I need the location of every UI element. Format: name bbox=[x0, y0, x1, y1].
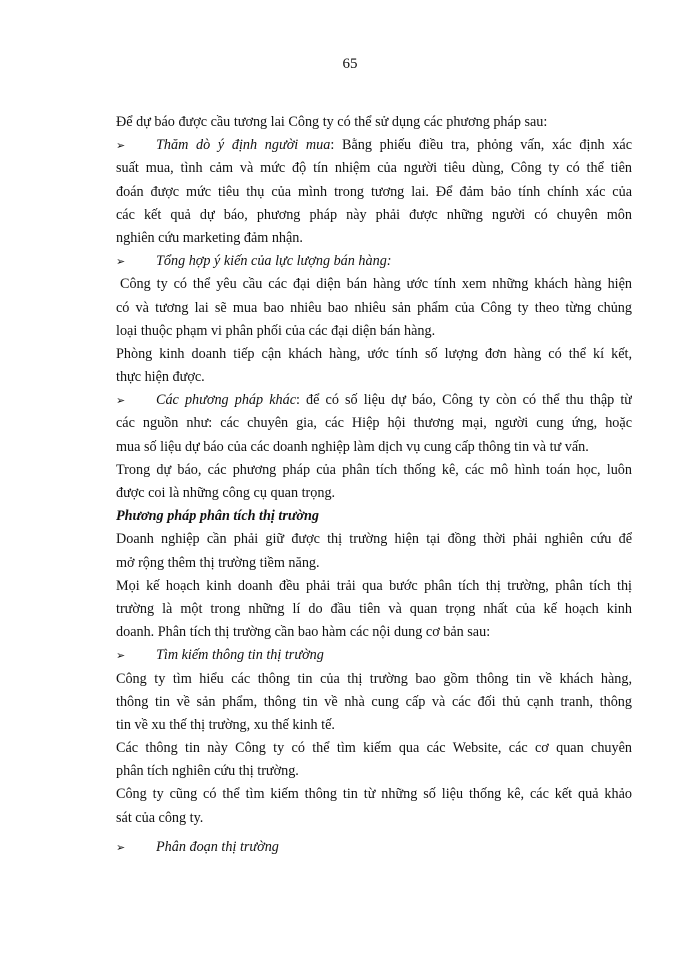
bullet-title: Các phương pháp khác bbox=[156, 392, 296, 409]
paragraph-line: mua số liệu dự báo của các doanh nghiệp làm dịch vụ cung cấp thông tin và tư vấn. bbox=[116, 438, 589, 455]
paragraph-line: phân tích nghiên cứu thị trường. bbox=[116, 763, 299, 780]
paragraph-line: Trong dự báo, các phương pháp của phân tích thống kê, các mô hình toán học, luôn bbox=[116, 461, 632, 478]
paragraph-line: suất mua, tình cảm và mức độ tín nhiệm của người tiêu dùng, Công ty có thể tiên bbox=[116, 160, 632, 177]
arrow-bullet-icon: ➢ bbox=[116, 840, 126, 854]
bullet-title: Phân đoạn thị trường bbox=[156, 838, 279, 855]
paragraph-line: Công ty có thể yêu cầu các đại diện bán hàng ước tính xem những khách hàng hiện bbox=[120, 276, 632, 293]
paragraph-line: được coi là những công cụ quan trọng. bbox=[116, 485, 336, 501]
arrow-bullet-icon: ➢ bbox=[116, 255, 126, 269]
bullet-text bbox=[156, 389, 632, 412]
paragraph-line: trường là một trong những lí do đầu tiên và quan trọng nhất của kế hoạch kinh bbox=[116, 600, 632, 617]
arrow-bullet-icon: ➢ bbox=[116, 394, 126, 408]
paragraph-line: đoán được mức tiêu thụ của mình trong tương lai. Để đảm bảo tính chính xác của bbox=[116, 183, 632, 200]
paragraph-line: các nguồn như: các chuyên gia, các Hiệp hội thương mại, người cung ứng, hoặc bbox=[116, 415, 632, 432]
bullet-text bbox=[156, 134, 632, 157]
paragraph-line: Mọi kế hoạch kinh doanh đều phải trải qua bước phân tích thị trường, phân tích thị bbox=[116, 577, 632, 594]
bullet-item-tham-do bbox=[116, 134, 632, 157]
bullet-item-tim-kiem bbox=[116, 644, 632, 667]
arrow-bullet-icon: ➢ bbox=[116, 649, 126, 663]
paragraph-line: nghiên cứu marketing đảm nhận. bbox=[116, 229, 303, 246]
paragraph-line: các kết quả dự báo, phương pháp này phải được những người có chuyên môn bbox=[116, 206, 632, 223]
arrow-bullet-icon: ➢ bbox=[116, 139, 126, 153]
paragraph-line: Doanh nghiệp cần phải giữ được thị trường hiện tại đồng thời phải nghiên cứu để bbox=[116, 531, 632, 548]
paragraph-line: có và tương lai sẽ mua bao nhiêu bao nhiêu sản phẩm của Công ty theo từng chủng bbox=[116, 299, 632, 316]
paragraph-line: thông tin về sản phẩm, thông tin về nhà cung cấp và các đối thủ cạnh tranh, thông bbox=[116, 693, 632, 710]
paragraph-line: loại thuộc phạm vi phân phối của các đại diện bán hàng. bbox=[116, 322, 436, 339]
document-body bbox=[116, 111, 632, 859]
paragraph-line: Để dự báo được cầu tương lai Công ty có thể sử dụng các phương pháp sau: bbox=[116, 114, 548, 130]
bullet-item-cac-phuong-phap-khac bbox=[116, 389, 632, 412]
paragraph-line: doanh. Phân tích thị trường cần bao hàm các nội dung cơ bản sau: bbox=[116, 624, 491, 641]
paragraph-line: mở rộng thêm thị trường tiềm năng. bbox=[116, 554, 320, 571]
paragraph-line: thực hiện được. bbox=[116, 369, 205, 386]
paragraph-line: tin về xu thế thị trường, xu thế kinh tế. bbox=[116, 716, 335, 733]
paragraph-line: sát của công ty. bbox=[116, 809, 204, 826]
paragraph-line: Công ty tìm hiểu các thông tin của thị trường bao gồm thông tin về khách hàng, bbox=[116, 670, 632, 687]
paragraph-line: Công ty cũng có thể tìm kiếm thông tin từ những số liệu thống kê, các kết quả khảo bbox=[116, 786, 632, 803]
bullet-desc: : Bằng phiếu điều tra, phỏng vấn, xác định xác bbox=[330, 137, 632, 154]
bullet-desc: : để có số liệu dự báo, Công ty còn có thể thu thập từ bbox=[296, 392, 632, 409]
paragraph-line: Phòng kinh doanh tiếp cận khách hàng, ước tính số lượng đơn hàng có thể kí kết, bbox=[116, 345, 632, 362]
bullet-title: Tổng hợp ý kiến của lực lượng bán hàng: bbox=[156, 253, 392, 270]
page-number: 65 bbox=[342, 56, 358, 72]
paragraph-line: Các thông tin này Công ty có thể tìm kiếm qua các Website, các cơ quan chuyên bbox=[116, 740, 632, 757]
section-heading: Phương pháp phân tích thị trường bbox=[116, 508, 319, 525]
bullet-title: Tìm kiếm thông tin thị trường bbox=[156, 647, 324, 664]
bullet-item-phan-doan bbox=[116, 836, 632, 859]
bullet-title: Thăm dò ý định người mua bbox=[156, 137, 331, 154]
bullet-item-tong-hop bbox=[116, 250, 632, 273]
